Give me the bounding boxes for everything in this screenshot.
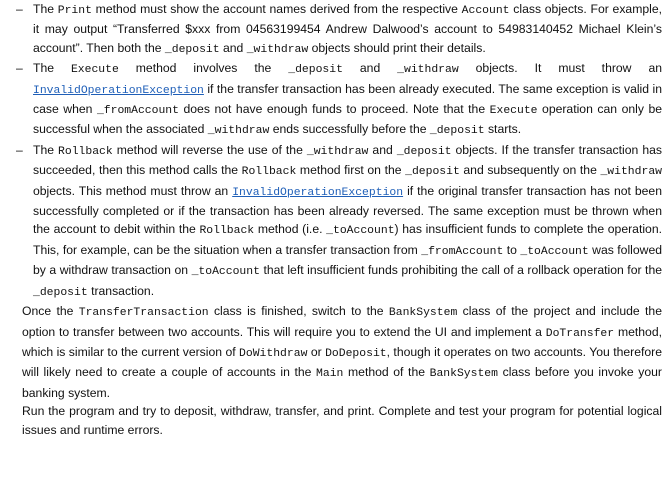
code-term: _withdraw	[600, 166, 662, 179]
code-term: Print	[57, 5, 92, 17]
text-run: operation can only be successful when the associated	[33, 102, 663, 137]
list-item-print	[14, 0, 662, 59]
code-term: _deposit	[396, 145, 452, 158]
code-term: TransferTransaction	[78, 307, 209, 320]
text-run: class is finished, switch to the	[208, 304, 389, 319]
text-run: and	[219, 40, 247, 55]
text-run: was followed by a withdraw transaction on	[33, 242, 663, 278]
text-run: method first on the	[296, 163, 406, 178]
text-run: method (i.e.	[254, 222, 327, 237]
text-run: ) has insufficient funds to complete the operation. This, for example, can be the situation when a transfer transaction from	[33, 222, 662, 257]
text-run: method will reverse the use of the	[112, 142, 307, 157]
code-term: _withdraw	[246, 43, 309, 56]
list-item-execute	[14, 59, 662, 141]
code-term: Rollback	[199, 225, 255, 238]
code-term: Execute	[70, 64, 119, 77]
text-run: class objects. For example, it may output “Transferred $xxx from 04563199454 Andrew Dalwood’s account to 54983140452 Michael Klein’s account”. Then both the	[33, 2, 663, 55]
text-run: and	[342, 61, 398, 76]
bullet-dash: –	[16, 61, 23, 76]
text-run: objects. If the transfer transaction has succeeded, then this method calls the	[33, 142, 662, 178]
code-term: Rollback	[58, 145, 113, 158]
text-run: does not have enough funds to proceed. Note that the	[178, 102, 490, 117]
code-term: BankSystem	[429, 368, 498, 381]
text-run: method of the	[343, 365, 430, 380]
text-run: , though it operates on two accounts. You therefore will likely need to create a couple of accounts in the	[22, 344, 663, 380]
bullet-dash: –	[16, 2, 23, 16]
text-run: objects. This method must throw an	[33, 183, 233, 198]
code-term: _deposit	[429, 125, 485, 138]
code-term: _toAccount	[191, 266, 260, 279]
text-run: The	[33, 61, 71, 76]
code-term: _withdraw	[306, 145, 369, 158]
text-run: and	[368, 142, 397, 157]
text-run: ends successfully before the	[269, 122, 430, 137]
code-term: _withdraw	[397, 64, 459, 77]
text-run: if the original transfer transaction has not been successfully completed or if the transaction has been already reversed. The same exception must be thrown when the account to debit within the	[33, 183, 662, 237]
code-term: DoWithdraw	[239, 347, 308, 360]
text-run: The	[33, 142, 59, 157]
text-run: if the transfer transaction has been already executed. The same exception is valid in case when	[33, 81, 662, 117]
text-run: or	[307, 344, 326, 359]
code-term: DoDeposit	[325, 347, 387, 360]
text-run: The	[33, 2, 58, 16]
text-run: method must show the account names derived from the respective	[91, 2, 462, 16]
code-term: Execute	[489, 105, 538, 118]
code-term: _toAccount	[326, 225, 395, 238]
code-term: _deposit	[33, 286, 88, 299]
code-term: Rollback	[241, 166, 297, 179]
code-term: _fromAccount	[421, 245, 504, 258]
bullet-dash: –	[16, 142, 23, 157]
list-item-rollback	[14, 141, 662, 302]
code-term: _deposit	[164, 43, 220, 56]
code-term: Account	[461, 5, 510, 17]
code-term: DoTransfer	[545, 327, 615, 340]
exception-link[interactable]: InvalidOperationException	[232, 186, 404, 199]
text-run: and subsequently on the	[459, 163, 601, 178]
banksystem-paragraph	[14, 302, 662, 402]
exception-link[interactable]: InvalidOperationException	[33, 84, 204, 97]
code-term: _deposit	[288, 64, 343, 77]
text-run: method involves the	[118, 61, 289, 76]
text-run: starts.	[484, 122, 522, 137]
code-term: _deposit	[405, 166, 460, 179]
code-term: _fromAccount	[96, 105, 179, 118]
text-run: method, which is similar to the current version of	[22, 324, 662, 359]
run-program-paragraph: Run the program and try to deposit, withdraw, transfer, and print. Complete and test your program for potential logical issues and runtime errors.	[22, 404, 662, 437]
text-run: that left insufficient funds prohibiting the call of a rollback operation for the	[259, 263, 663, 278]
text-run: to	[503, 242, 521, 257]
text-run: Once the	[22, 304, 79, 319]
text-run: objects. It must throw an	[458, 61, 662, 76]
text-run: objects should print their details.	[308, 40, 486, 55]
code-term: _toAccount	[520, 245, 589, 258]
method-requirements-list	[14, 0, 662, 302]
code-term: _withdraw	[207, 125, 270, 138]
text-run: class of the project and include the option to transfer between two accounts. This will require you to extend the UI and implement a	[22, 304, 662, 339]
code-term: BankSystem	[388, 307, 458, 320]
text-run: class before you invoke your banking system.	[22, 365, 662, 400]
text-run: transaction.	[87, 283, 155, 298]
code-term: Main	[316, 368, 344, 381]
